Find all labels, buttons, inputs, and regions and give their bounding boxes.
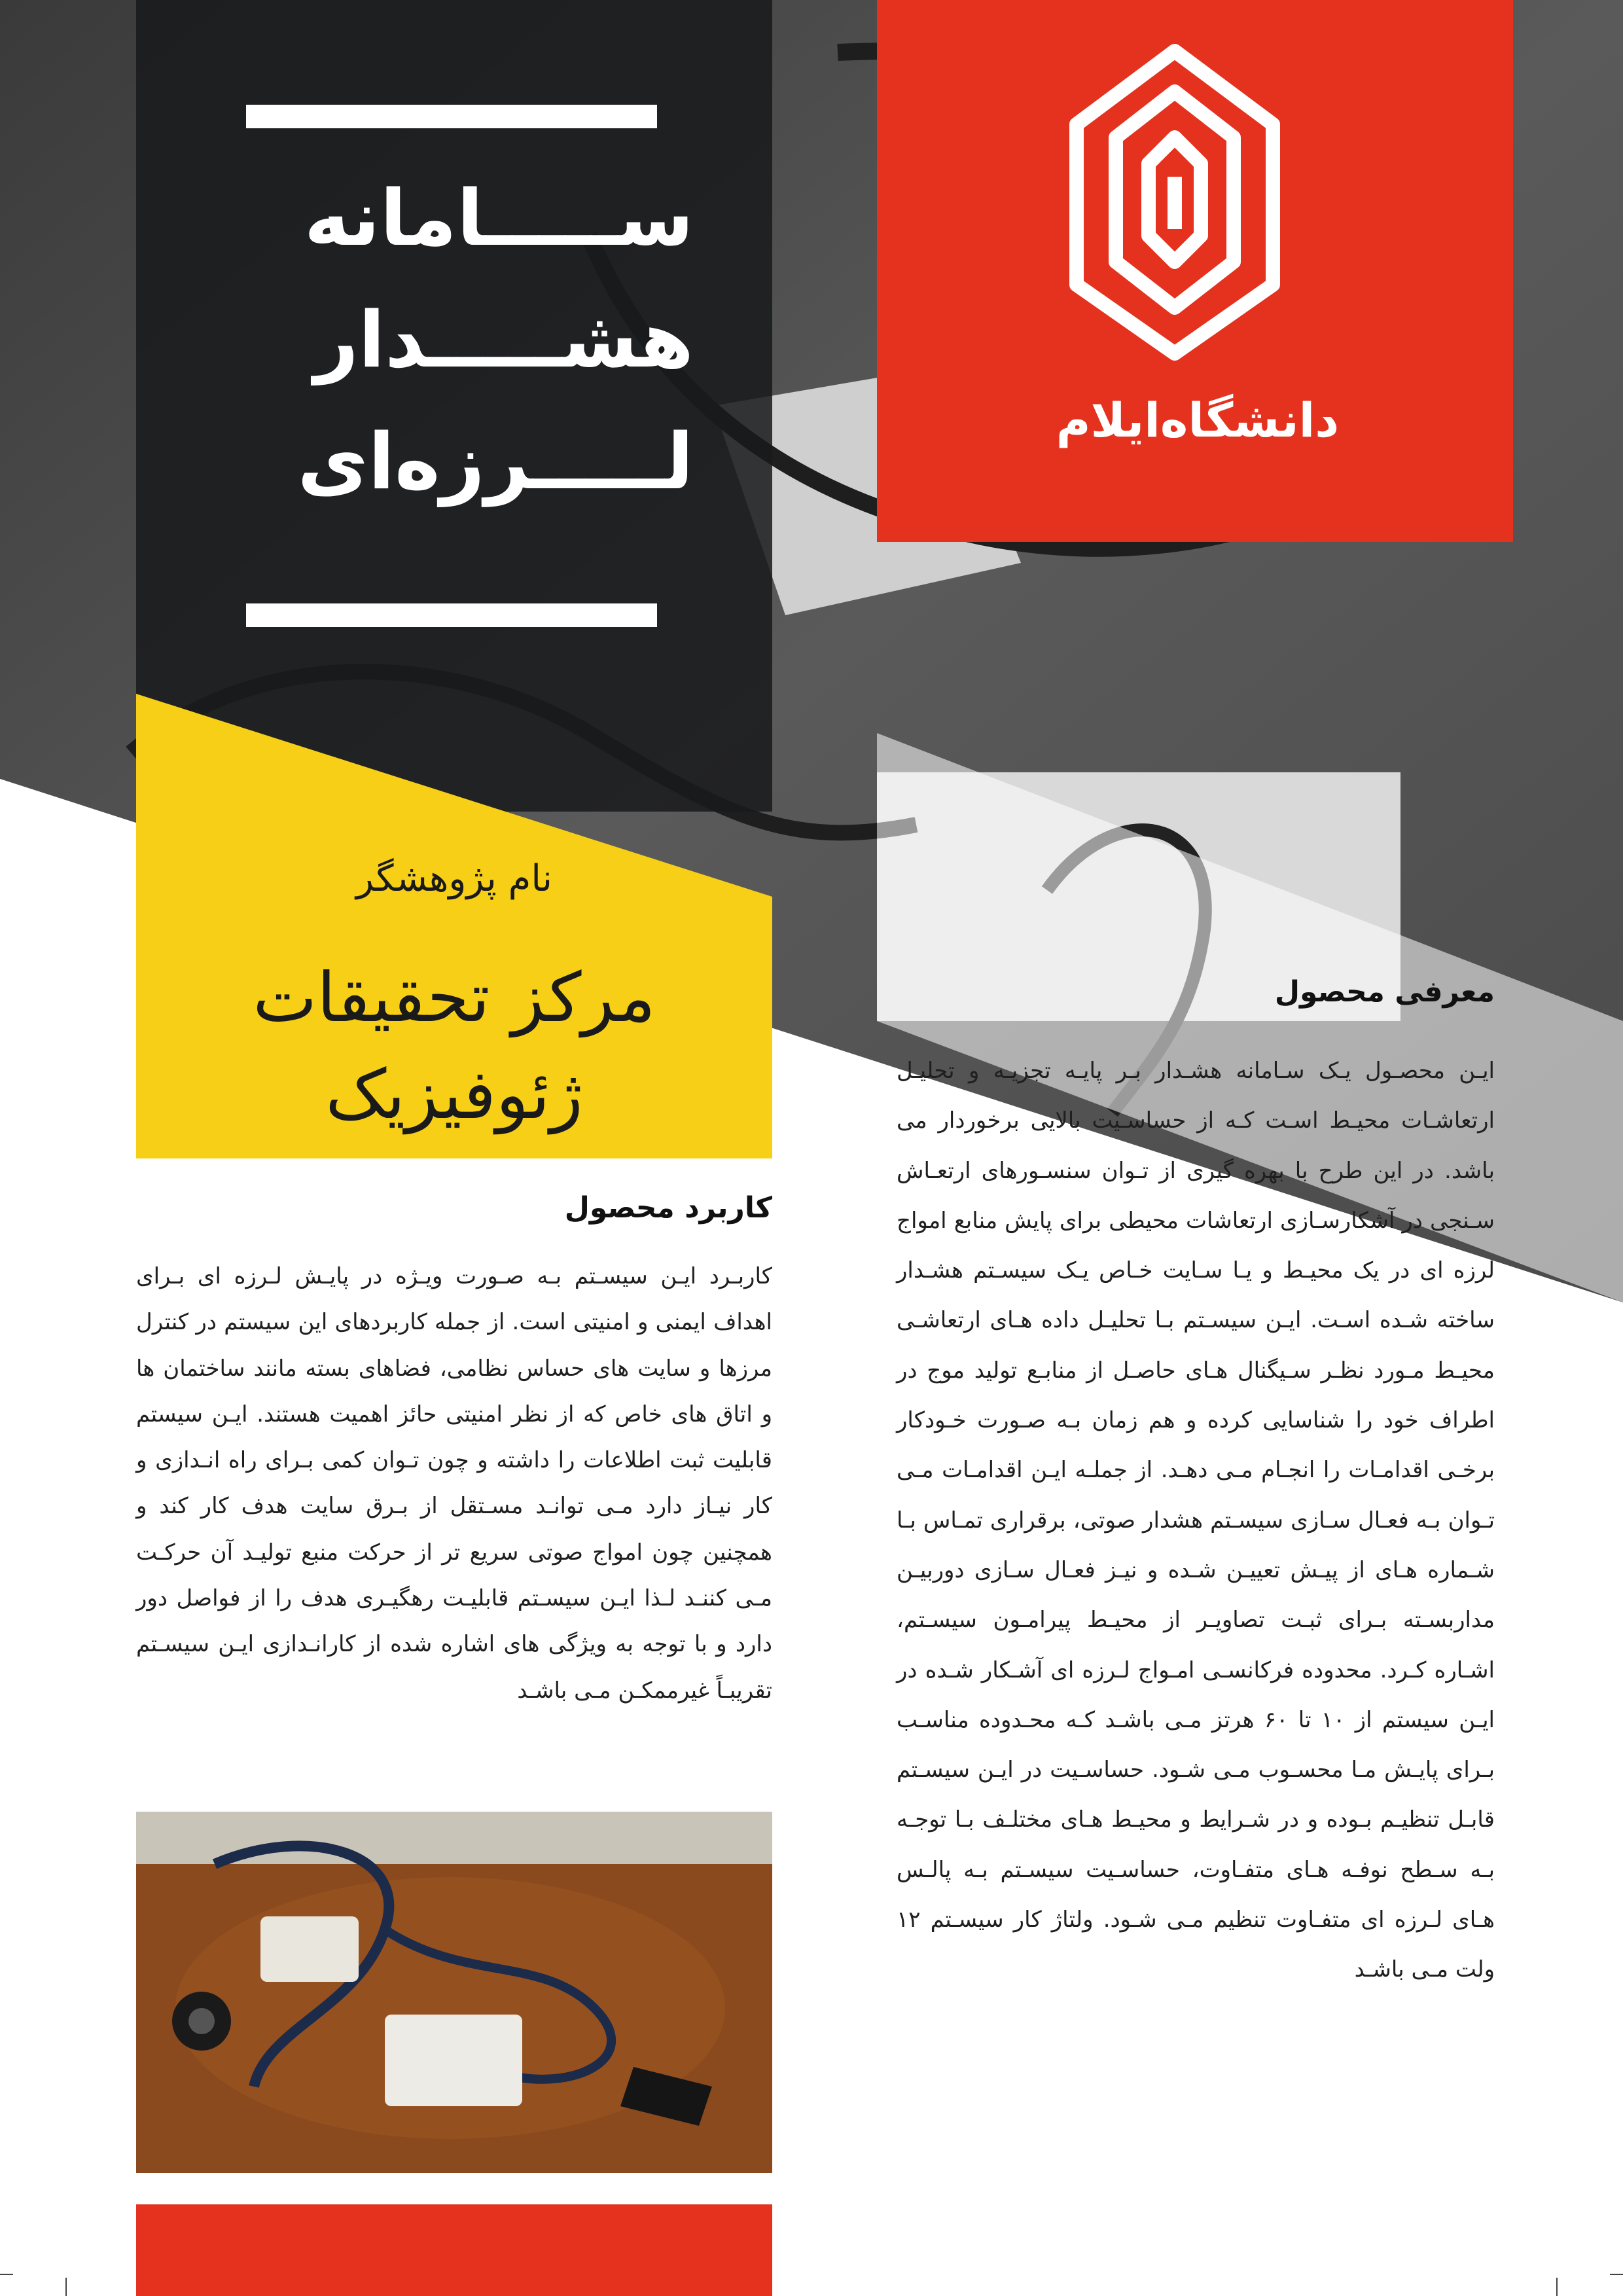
researcher-label: نام پژوهشگر bbox=[356, 857, 552, 900]
crop-mark bbox=[1610, 2274, 1623, 2275]
university-emblem-icon bbox=[1060, 39, 1289, 367]
title-line: هشـــــدار bbox=[313, 295, 694, 385]
page-title bbox=[196, 157, 694, 522]
title-line: ســـــامانه bbox=[304, 173, 694, 263]
crop-mark bbox=[1556, 2278, 1558, 2296]
title-top-rule bbox=[246, 105, 657, 128]
researcher-name-line: مرکز تحقیقات bbox=[253, 958, 656, 1037]
usage-heading: کاربرد محصول bbox=[564, 1191, 772, 1225]
product-photo-image bbox=[136, 1812, 772, 2173]
intro-heading: معرفی محصول bbox=[1274, 975, 1495, 1009]
intro-text: ایـن محصـول یـک سـامانه هشـدار بـر پایـه تجزیـه و تحلیـل ارتعاشـات محیـط اسـت کـه از حساسـیت بالایی برخوردار می باشد. در این طرح با بهره گیری از تـوان سنسـورهای ارتعـاش سـنجی در آشکارسـازی ارتعاشات محیطی برای پایش منابع امواج لرزه ای در یک محیـط و یـا سـایت خـاص یـک سیسـتم هشـدار ساخته شـده اسـت. ایـن سیسـتم بـا تحلیـل داده هـای ارتعاشـی محیـط مـورد نظـر سـیگنال هـای حاصـل از منابـع تولید موج در اطراف خود را شناسایی کرده و هم زمان بـه صـورت خـودکار برخـی اقدامـات را انجـام مـی دهـد. از جملـه ایـن اقدامـات مـی تـوان بـه فعـال سـازی سیسـتم هشدار صوتی، برقراری تمـاس بـا شـماره هـای از پیـش تعییـن شـده و نیـز فعـال سـازی دوربیـن مداربسـته بـرای ثبـت تصاویـر از محیـط پیرامـون سیسـتم، اشـاره کـرد. محدوده فرکانسـی امـواج لـرزه ای آشـکار شـده در ایـن سیستم از ۱۰ تا ۶۰ هرتز مـی باشـد کـه محـدوده مناسـب بـرای پایـش مـا محسـوب مـی شـود. حساسـیت در ایـن سیسـتم قابـل تنظیـم بـوده و در شـرایط و محیـط هـای مختلـف بـا توجـه بـه سـطح نوفـه هـای متفـاوت، حساسـیت سیسـتم بـه پالـس هـای لـرزه ای متفـاوت تنظیم مـی شـود. ولتاژ کار سیسـتم ۱۲ ولت مـی باشـد bbox=[897, 1058, 1495, 1983]
crop-mark bbox=[65, 2278, 67, 2296]
researcher-name-line: ژئوفیزیک bbox=[325, 1054, 583, 1134]
bottom-bar bbox=[136, 2204, 772, 2296]
usage-text: کاربـرد ایـن سیسـتم بـه صـورت ویـژه در پایـش لـرزه ای بـرای اهداف ایمنی و امنیتی است. از جمله کاربردهای این سیستم در کنترل مرزها و سایت های حساس نظامی، فضاهای بسته مانند ساختمان ها و اتاق های خاص که از نظر امنیتی حائز اهمیت هستند. ایـن سیستم قابلیت ثبت اطلاعات را داشته و چون تـوان کمی بـرای راه انـدازی و کار نیـاز دارد مـی توانـد مسـتقل از بـرق سایت هدف کار کند و همچنین چون امواج صوتی سریع تر از حرکت منبع تولیـد آن حرکـت مـی کننـد لـذا ایـن سیسـتم قابلیـت رهگیـری هدف را از فواصل دور دارد و با توجه به ویژگی های اشاره شده از کارانـدازی ایـن سیسـتم تقریبـاً غیرممکـن مـی باشـد bbox=[136, 1263, 772, 1704]
title-line: لـــــرزه‌ای bbox=[297, 416, 694, 507]
title-bottom-rule bbox=[246, 603, 657, 627]
crop-mark bbox=[0, 2274, 13, 2275]
university-name: دانشگاه‌ایلام bbox=[1056, 393, 1340, 448]
researcher-name bbox=[136, 949, 772, 1143]
